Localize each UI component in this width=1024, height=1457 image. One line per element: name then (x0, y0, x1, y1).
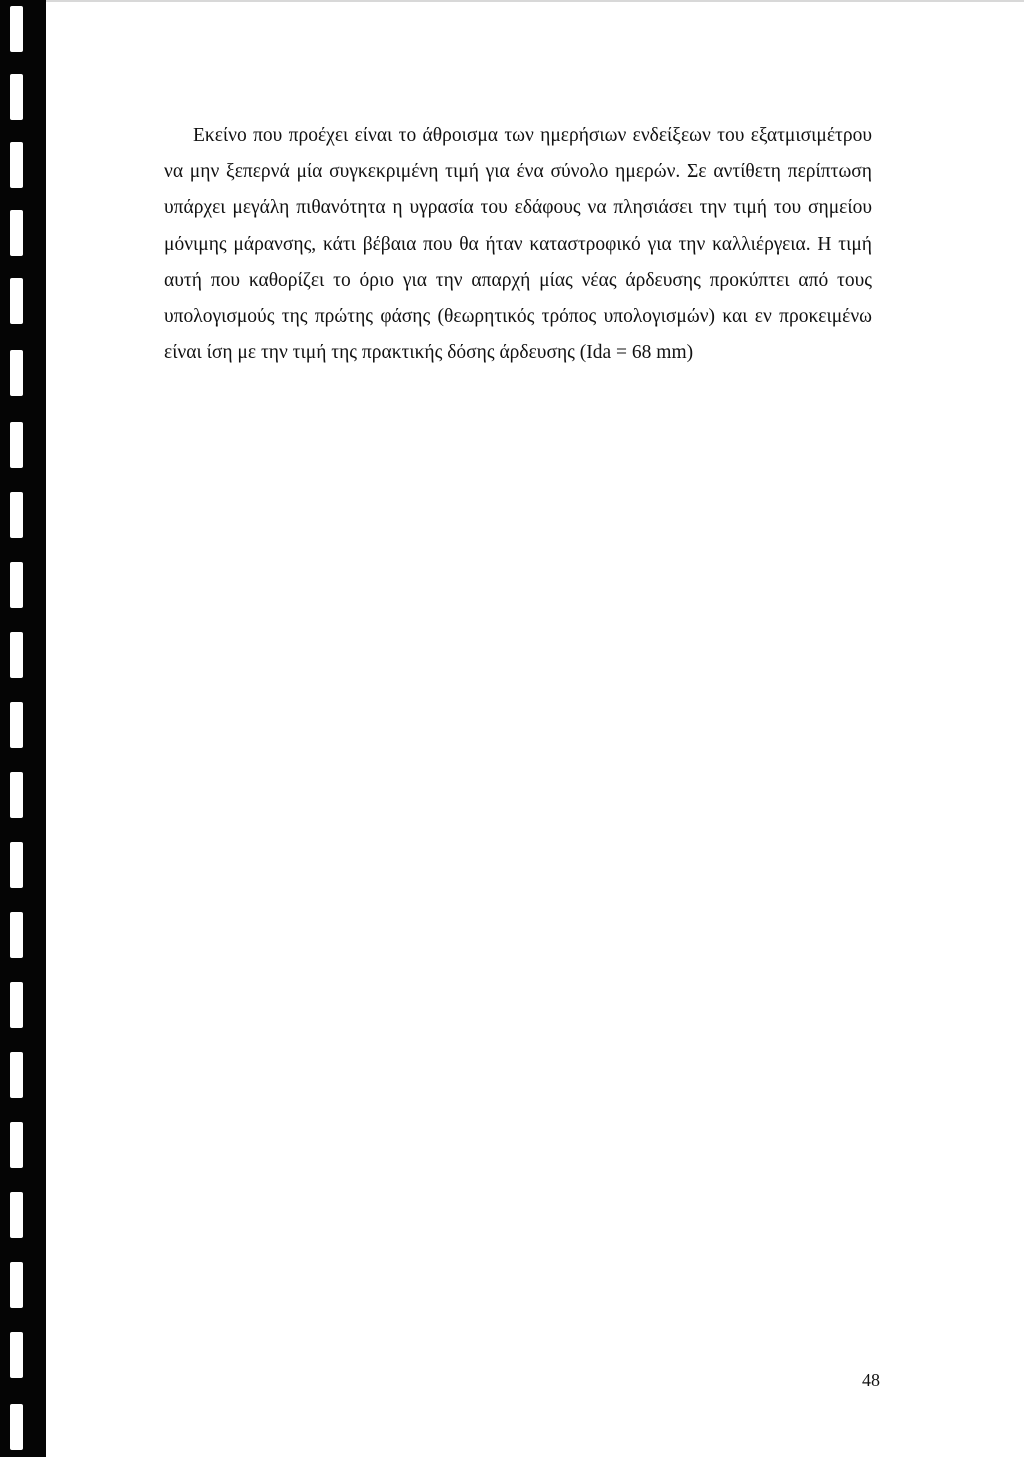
binding-hole (10, 1192, 23, 1238)
binding-hole (10, 702, 23, 748)
binding-hole (10, 1332, 23, 1378)
binding-hole (10, 912, 23, 958)
binding-hole (10, 492, 23, 538)
top-edge-line (46, 0, 1024, 2)
page-number: 48 (862, 1370, 880, 1390)
binding-hole (10, 842, 23, 888)
binding-strip (0, 0, 46, 1457)
binding-hole (10, 6, 23, 52)
binding-hole (10, 142, 23, 188)
binding-hole (10, 422, 23, 468)
binding-hole (10, 982, 23, 1028)
binding-hole (10, 562, 23, 608)
paragraph: Εκείνο που προέχει είναι το άθροισμα των ημερήσιων ενδείξεων του εξατμισιμέτρου να μην ξεπερνά μία συγκεκριμένη τιμή για ένα σύνολο ημερών. Σε αντίθετη περίπτωση υπάρχει μεγάλη πιθανότητα η υγρασία του εδάφους να πλησιάσει την τιμή του σημείου μόνιμης μάρανσης, κάτι βέβαια που θα ήταν καταστροφικό για την καλλιέργεια. Η τιμή αυτή που καθορίζει το όριο για την απαρχή μίας νέας άρδευσης προκύπτει από τους υπολογισμούς της πρώτης φάσης (θεωρητικός τρόπος υπολογισμών) και εν προκειμένω είναι ίση με την τιμή της πρακτικής δόσης άρδευσης (Ida = 68 mm) (164, 125, 872, 364)
binding-hole (10, 1052, 23, 1098)
binding-hole (10, 772, 23, 818)
body-text (164, 118, 872, 371)
binding-hole (10, 1122, 23, 1168)
binding-hole (10, 74, 23, 120)
binding-hole (10, 1262, 23, 1308)
binding-hole (10, 632, 23, 678)
binding-hole (10, 278, 23, 324)
binding-hole (10, 210, 23, 256)
binding-hole (10, 1404, 23, 1450)
binding-hole (10, 350, 23, 396)
